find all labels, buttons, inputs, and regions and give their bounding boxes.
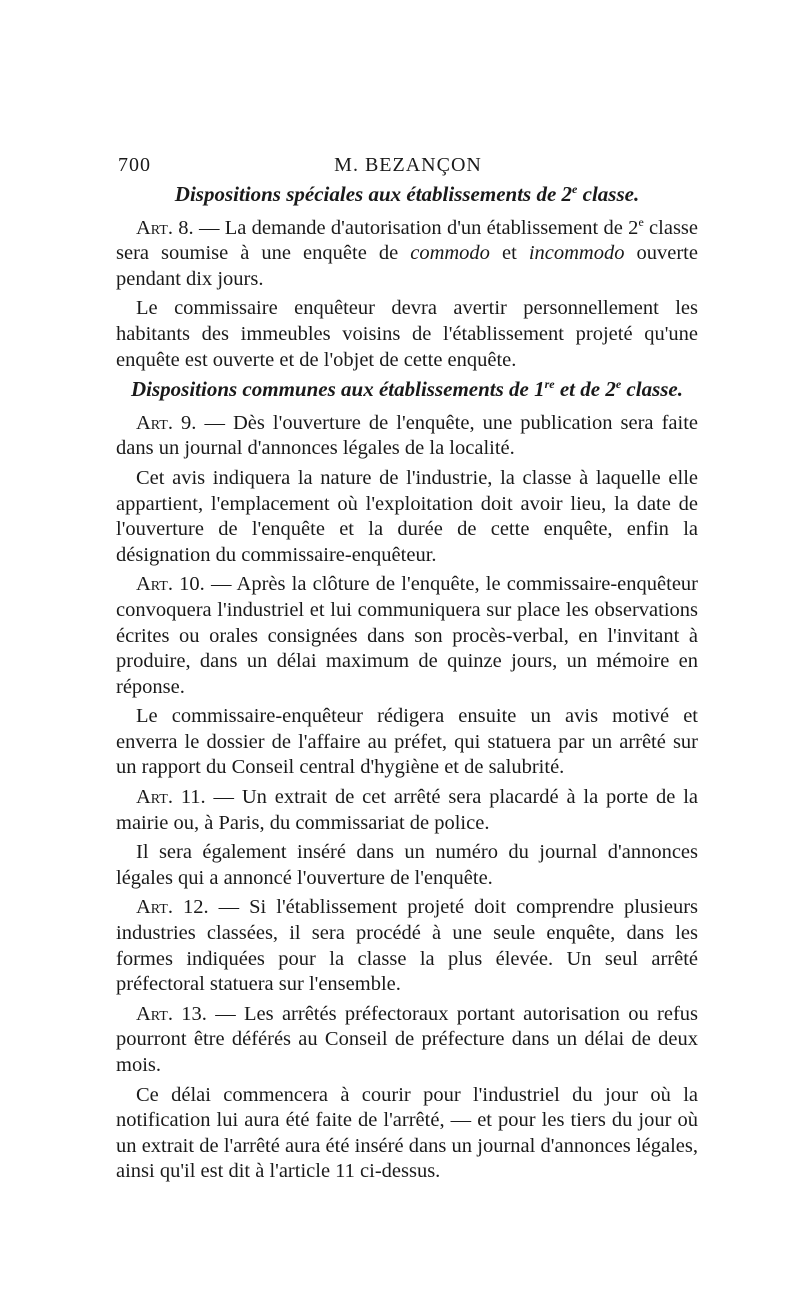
article-12-paragraph-1: [116, 895, 698, 997]
paragraph-text: ouverte pendant dix jours.: [116, 242, 698, 290]
page-body: [116, 178, 698, 1189]
article-8-paragraph-2: Le commissaire enquêteur devra avertir personnellement les habitants des immeubles voisins de l'établissement projeté qu'une enquête est ouverte et de l'objet de cette enquête.: [116, 297, 698, 371]
article-11-paragraph-1: [116, 785, 698, 836]
article-8-paragraph-1: [116, 216, 698, 293]
paragraph-text: — Un extrait de cet arrêté sera placardé à la porte de la mairie ou, à Paris, du commissariat de police.: [116, 786, 698, 834]
article-11-paragraph-2: Il sera également inséré dans un numéro du journal d'annonces légales qui a annoncé l'ouverture de l'enquête.: [116, 841, 698, 889]
heading-superscript: re: [544, 377, 555, 392]
article-12-label: Art. 12.: [136, 896, 209, 919]
heading-text: Dispositions spéciales aux établissements de 2: [174, 182, 573, 206]
section-heading-second-class: [116, 182, 698, 208]
article-10-label: Art. 10.: [136, 573, 205, 596]
paragraph-text: — Dès l'ouverture de l'enquête, une publication sera faite dans un journal d'annonces légales de la localité.: [116, 411, 698, 460]
heading-superscript: e: [615, 377, 622, 392]
paragraph-text: — La demande d'autorisation d'un établissement de 2: [193, 216, 639, 239]
italic-term: commodo: [410, 242, 490, 265]
article-10-paragraph-2: Le commissaire-enquêteur rédigera ensuite un avis motivé et enverra le dossier de l'affaire au préfet, qui statuera par un arrêté sur un rapport du Conseil central d'hygiène et de salubrité.: [116, 705, 698, 779]
article-9-paragraph-2: Cet avis indiquera la nature de l'industrie, la classe à laquelle elle appartient, l'emplacement où l'exploitation doit avoir lieu, la date de l'ouverture de l'enquête et la durée de cette enquête, enfin la désignation du commissaire-enquêteur.: [116, 466, 698, 566]
paragraph-text: classe sera soumise à une enquête de: [116, 216, 699, 265]
heading-text: et de 2: [554, 377, 616, 402]
article-8-label: Art. 8.: [136, 216, 194, 239]
article-9-paragraph-1: [116, 411, 698, 462]
article-13-paragraph-2: Ce délai commencera à courir pour l'industriel du jour où la notification lui aura été faite de l'arrêté, — et pour les tiers du jour où un extrait de l'arrêté aura été inséré dans un journal d'annonces légales, ainsi qu'il est dit à l'article 11 ci-dessus.: [116, 1083, 698, 1183]
page-number: 700: [118, 154, 151, 176]
running-title: M. BEZANÇON: [334, 154, 482, 176]
section-heading-common: [116, 377, 698, 403]
paragraph-text: — Après la clôture de l'enquête, le commissaire-enquêteur convoquera l'industriel et lui communiquera sur place les observations écrites ou orales consignées dans son procès-verbal, en l'invitant à produire, dans un délai maximum de quinze jours, un mémoire en réponse.: [116, 573, 698, 698]
paragraph-text: — Si l'établissement projeté doit comprendre plusieurs industries classées, il sera procédé à une seule enquête, dans les formes indiquées pour la classe la plus élevée. Un seul arrêté préfectoral statuera sur l'ensemble.: [116, 896, 698, 996]
heading-superscript: e: [572, 182, 578, 196]
superscript: e: [638, 214, 644, 229]
paragraph-text: et: [489, 242, 529, 265]
article-13-label: Art. 13.: [136, 1002, 207, 1025]
running-head: [118, 154, 698, 180]
article-9-label: Art. 9.: [136, 411, 197, 434]
heading-text: classe.: [577, 182, 640, 206]
article-11-label: Art. 11.: [136, 786, 206, 809]
heading-text: Dispositions communes aux établissements de 1: [130, 377, 545, 402]
paragraph-text: — Les arrêtés préfectoraux portant autorisation ou refus pourront être déférés au Conseil de préfecture dans un délai de deux mois.: [116, 1002, 699, 1076]
italic-term: incommodo: [528, 242, 625, 265]
heading-text: classe.: [621, 377, 683, 402]
article-10-paragraph-1: [116, 572, 698, 700]
article-13-paragraph-1: [116, 1002, 698, 1079]
